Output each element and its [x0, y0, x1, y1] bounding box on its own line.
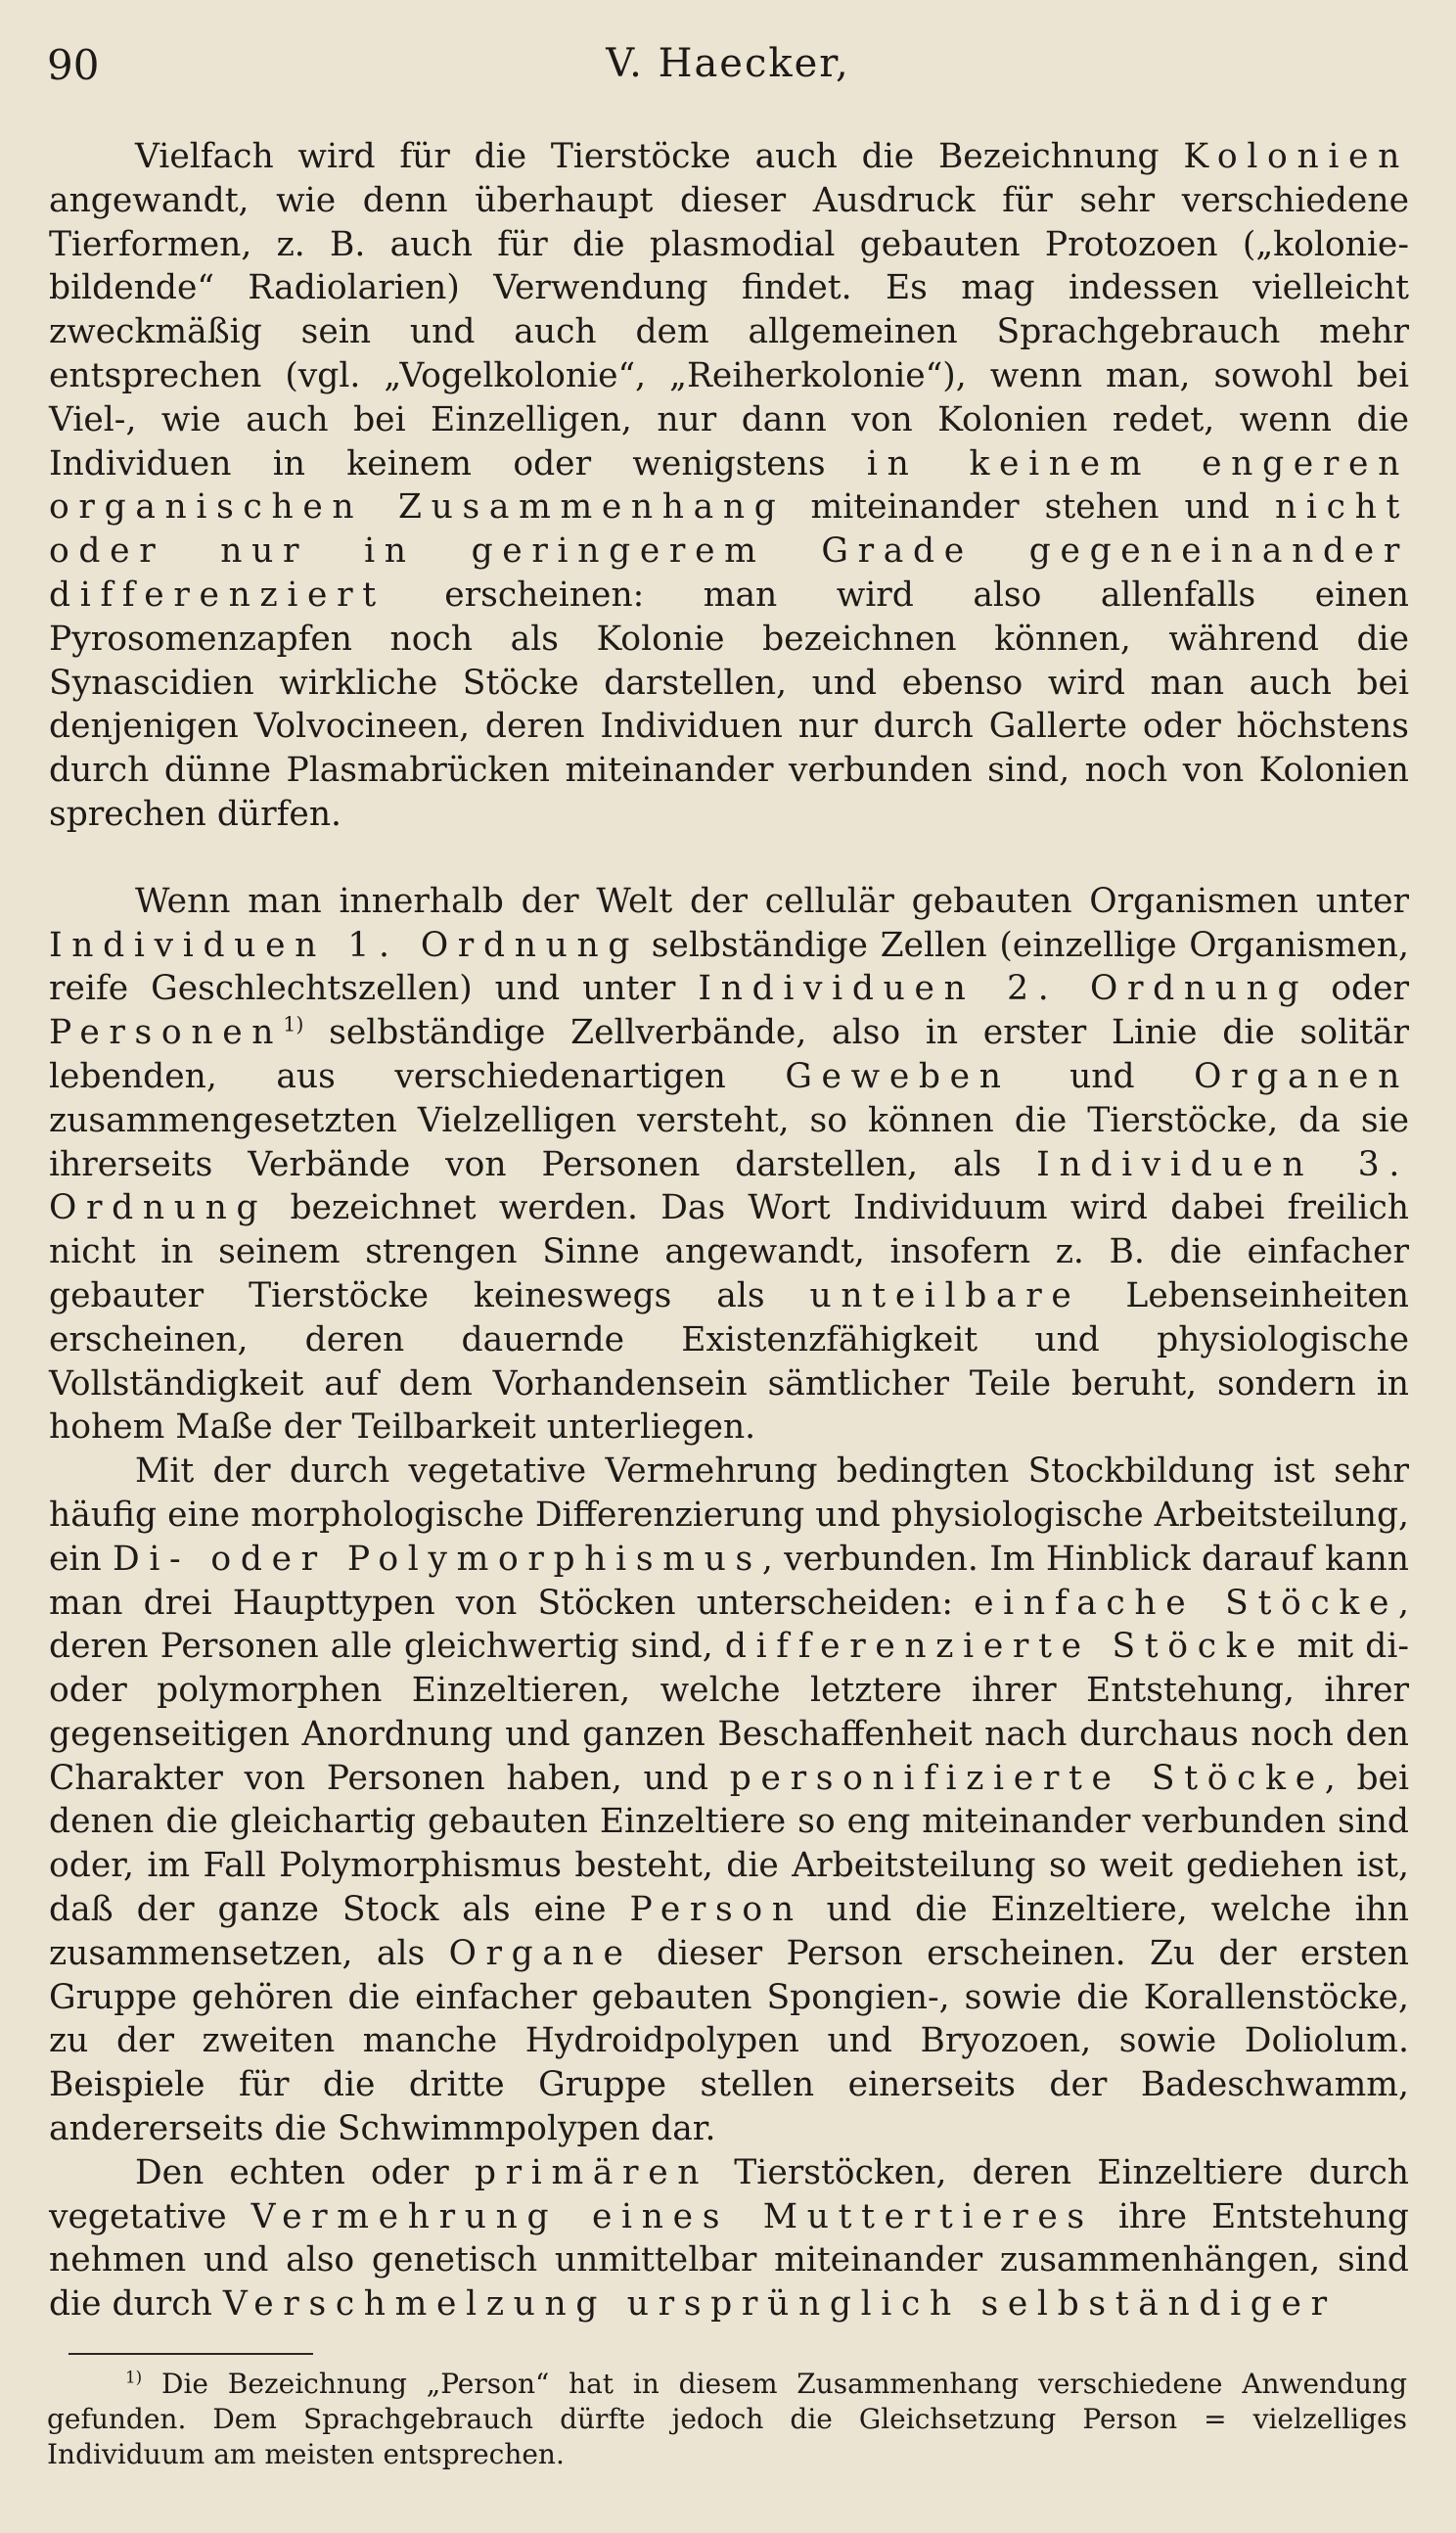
paragraph-primary-stocks — [49, 2151, 1409, 2326]
text-span: und — [1010, 1056, 1195, 1096]
spaced-term: Individuen 2. Ordnung — [698, 969, 1309, 1009]
text-span: mit di- oder polymorphen Einzeltieren, welche letztere ihrer Entstehung, ihrer gegenseitigen Anordnung und ganzen Beschaffenheit nach durchaus noch den Charakter von Personen haben, und — [49, 1627, 1410, 1798]
paragraph-polymorphism — [49, 1450, 1409, 2151]
spaced-term: Geweben — [785, 1056, 1011, 1096]
text-span: Vielfach wird für die Tierstöcke auch die Bezeichnung — [135, 137, 1184, 176]
paragraph-individuals — [49, 880, 1409, 1450]
text-span: dieser Person erscheinen. Zu der ersten Gruppe gehören die einfacher gebauten Spongien-, sowie die Korallenstöcke, zu der zweiten manche Hydroidpolypen und Bryozoen, sowie Doliolum. Beispiele für die dritte Gruppe stellen einerseits der Badeschwamm, andererseits die Schwimmpolypen dar. — [49, 1933, 1409, 2149]
spaced-term: primären — [474, 2152, 709, 2192]
spaced-term: Personen — [49, 1013, 284, 1053]
spaced-term: Individuen 3. Ordnung — [49, 1144, 1409, 1228]
footnote — [47, 2367, 1407, 2472]
text-span: oder — [1308, 969, 1409, 1009]
footnote-marker: 1) — [283, 1012, 304, 1036]
footnote-text: Die Bezeichnung „Person“ hat in diesem Zusammenhang verschiedene Anwendung gefunden. Dem Sprachgebrauch dürfte jedoch die Gleichsetzung Person = vielzelliges Individuum am meisten entsprechen. — [47, 2368, 1407, 2470]
spaced-term: Organen — [1194, 1056, 1410, 1096]
text-span: selbständige Zellen (einzellige Organismen, reife Geschlechtszellen) und unter — [49, 925, 1409, 1009]
page-header — [47, 41, 1409, 100]
text-span: , deren Personen alle gleichwertig sind, — [49, 1583, 1409, 1667]
text-span: angewandt, wie denn überhaupt dieser Ausdruck für sehr verschiedene Tierformen, z. B. auch für die plasmodial gebauten Protozoen („kolonie-bildende“ Radiolarien) Verwendung findet. Es mag indessen vielleicht zweckmäßig sein und auch dem allgemeinen Sprachgebrauch mehr entsprechen (vgl. „Vogelkolonie“, „Reiherkolonie“), wenn man, sowohl bei Viel-, wie auch bei Einzelligen, nur dann von Kolonien redet, wenn die Individuen in keinem oder wenigstens — [49, 180, 1409, 484]
spaced-term: in keinem engeren organischen Zusammenhang — [49, 443, 1409, 528]
spaced-term: Person — [629, 1890, 803, 1930]
text-span: selbständige Zellverbände, also in erster Linie die solitär lebenden, aus verschiedenartigen — [49, 1013, 1409, 1096]
spaced-term: Kolonien — [1183, 137, 1409, 176]
text-span: erscheinen: man wird also allenfalls einen Pyrosomenzapfen noch als Kolonie bezeichnen können, während die Synascidien wirkliche Stöcke darstellen, und ebenso wird man auch bei denjenigen Volvocineen, deren Individuen nur durch Gallerte oder höchstens durch dünne Plasmabrücken miteinander verbunden sind, noch von Kolonien sprechen dürfen. — [49, 575, 1409, 834]
spaced-term: Individuen 1. Ordnung — [49, 925, 640, 965]
text-span: Mit der durch vegetative Vermehrung bedingten Stockbildung ist sehr häufig eine morphologische Differenzierung und physiologische Arbeitsteilung, ein — [49, 1451, 1409, 1579]
text-span: , verbunden. Im Hinblick darauf kann man drei Haupttypen von Stöcken unterscheiden: — [49, 1539, 1410, 1623]
body-text — [49, 135, 1409, 2326]
footnote-divider — [68, 2353, 313, 2355]
spaced-term: Organe — [448, 1933, 633, 1973]
spaced-term: einfache Stöcke — [974, 1583, 1399, 1623]
text-span: Tierstöcken, deren Einzeltiere durch vegetative — [49, 2152, 1409, 2236]
spaced-term: Vermehrung eines Muttertieres — [250, 2196, 1094, 2236]
text-span: Wenn man innerhalb der Welt der cellulär gebauten Organismen unter — [135, 881, 1409, 921]
paragraph-colonies — [49, 135, 1409, 837]
spaced-term: differenzierte Stöcke — [724, 1627, 1286, 1667]
text-span: Den echten oder — [135, 2152, 475, 2192]
spaced-term: unteilbare — [809, 1275, 1081, 1315]
spaced-term: nicht oder nur in geringerem Grade gegeneinander differenziert — [49, 487, 1409, 615]
text-span: , bei denen die gleichartig gebauten Einzeltiere so eng miteinander verbunden sind oder, im Fall Polymorphismus besteht, die Arbeitsteilung so weit gediehen ist, daß der ganze Stock als eine — [49, 1758, 1410, 1930]
text-span: miteinander stehen und — [785, 487, 1276, 528]
spaced-term: Verschmelzung ursprünglich selbständiger — [222, 2284, 1337, 2325]
running-head: V. Haecker, — [606, 41, 850, 86]
text-span: zusammengesetzten Vielzelligen versteht, so können die Tierstöcke, da sie ihrerseits Verbände von Personen darstellen, als — [49, 1100, 1409, 1184]
spaced-term: Di- oder Polymorphismus — [113, 1539, 762, 1579]
footnote-marker: 1) — [125, 2367, 143, 2387]
text-span: und die Einzeltiere, welche ihn zusammensetzen, als — [49, 1890, 1409, 1973]
text-span: Lebenseinheiten erscheinen, deren dauernde Existenzfähigkeit und physiologische Vollständigkeit auf dem Vorhandensein sämtlicher Teile beruht, sondern in hohem Maße der Teilbarkeit unterliegen. — [49, 1275, 1410, 1448]
page-number: 90 — [47, 41, 100, 89]
text-span: bezeichnet werden. Das Wort Individuum wird dabei freilich nicht in seinem strengen Sinne angewandt, insofern z. B. die einfacher gebauter Tierstöcke keineswegs als — [49, 1188, 1409, 1315]
text-span: ihre Entstehung nehmen und also genetisch unmittelbar miteinander zusammenhängen, sind die durch — [49, 2196, 1410, 2325]
spaced-term: personifizierte Stöcke — [729, 1758, 1325, 1798]
